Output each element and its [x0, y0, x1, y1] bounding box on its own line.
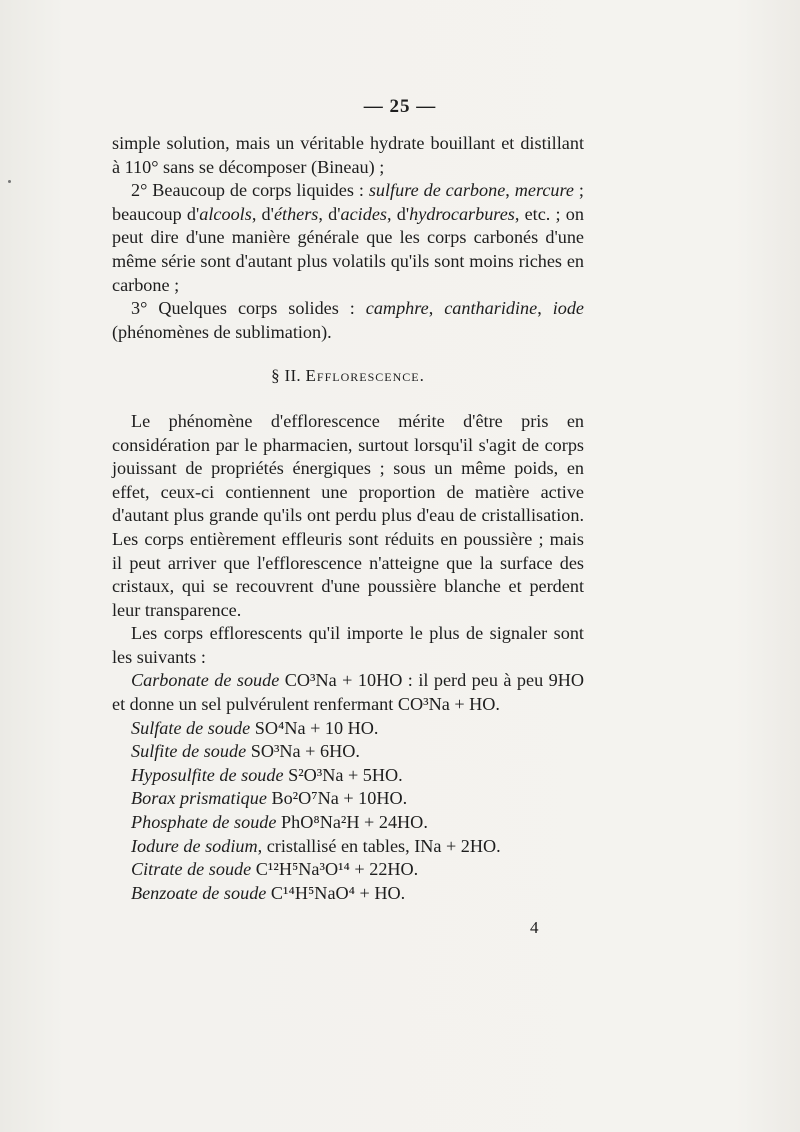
- list-item: Iodure de sodium, cristallisé en tables, INa + 2HO.: [131, 835, 501, 856]
- list-item: Phosphate de soude PhO⁸Na²H + 24HO.: [131, 812, 428, 833]
- list-item: Borax prismatique Bo²O⁷Na + 10HO.: [131, 788, 408, 809]
- page-number: — 25 —: [363, 96, 437, 117]
- paragraph-solids: 3° Quelques corps solides : camphre, cantharidine, iode (phénomènes de sublimation).: [112, 298, 585, 342]
- body-text: [112, 132, 584, 905]
- section-heading: § II. Efflorescence.: [271, 366, 425, 386]
- signature-mark: 4: [530, 918, 539, 937]
- list-item: Hyposulfite de soude S²O³Na + 5HO.: [131, 764, 403, 785]
- list-item: Benzoate de soude C¹⁴H⁵NaO⁴ + HO.: [131, 882, 406, 903]
- salt-list: [112, 669, 584, 905]
- list-item: Citrate de soude C¹²H⁵Na³O¹⁴ + 22HO.: [131, 859, 419, 880]
- paper-speck: [8, 180, 11, 183]
- paragraph: simple solution, mais un véritable hydrate bouillant et distillant à 110° sans se décomposer (Bineau) ;: [112, 133, 584, 177]
- paragraph-liquids: 2° Beaucoup de corps liquides : sulfure de carbone, mercure ; beaucoup d'alcools, d'éthers, d'acides, d'hydrocarbures, etc. ; on peut dire d'une manière générale que les corps carbonés d'une même série sont d'autant plus volatils qu'ils sont moins riches en carbone ;: [112, 180, 584, 295]
- paragraph-efflorescence: Le phénomène d'efflorescence mérite d'être pris en considération par le pharmacien, surtout lorsqu'il s'agit de corps jouissant de propriétés énergiques ; sous un même poids, en effet, ceux-ci contiennent une proportion de matière active d'autant plus grande qu'ils ont perdu plus d'eau de cristallisation. Les corps entièrement effleuris sont réduits en poussière ; mais il peut arriver que l'efflorescence n'atteigne que la surface des cristaux, qui se recouvrent d'une poussière blanche et perdent leur transparence.: [112, 410, 584, 620]
- list-item: Sulfite de soude SO³Na + 6HO.: [131, 741, 360, 762]
- paragraph-intro-list: Les corps efflorescents qu'il importe le plus de signaler sont les suivants :: [112, 623, 584, 667]
- list-item: Sulfate de soude SO⁴Na + 10 HO.: [131, 717, 379, 738]
- list-item: Carbonate de soude CO³Na + 10HO : il perd peu à peu 9HO et donne un sel pulvérulent renfermant CO³Na + HO.: [112, 670, 584, 715]
